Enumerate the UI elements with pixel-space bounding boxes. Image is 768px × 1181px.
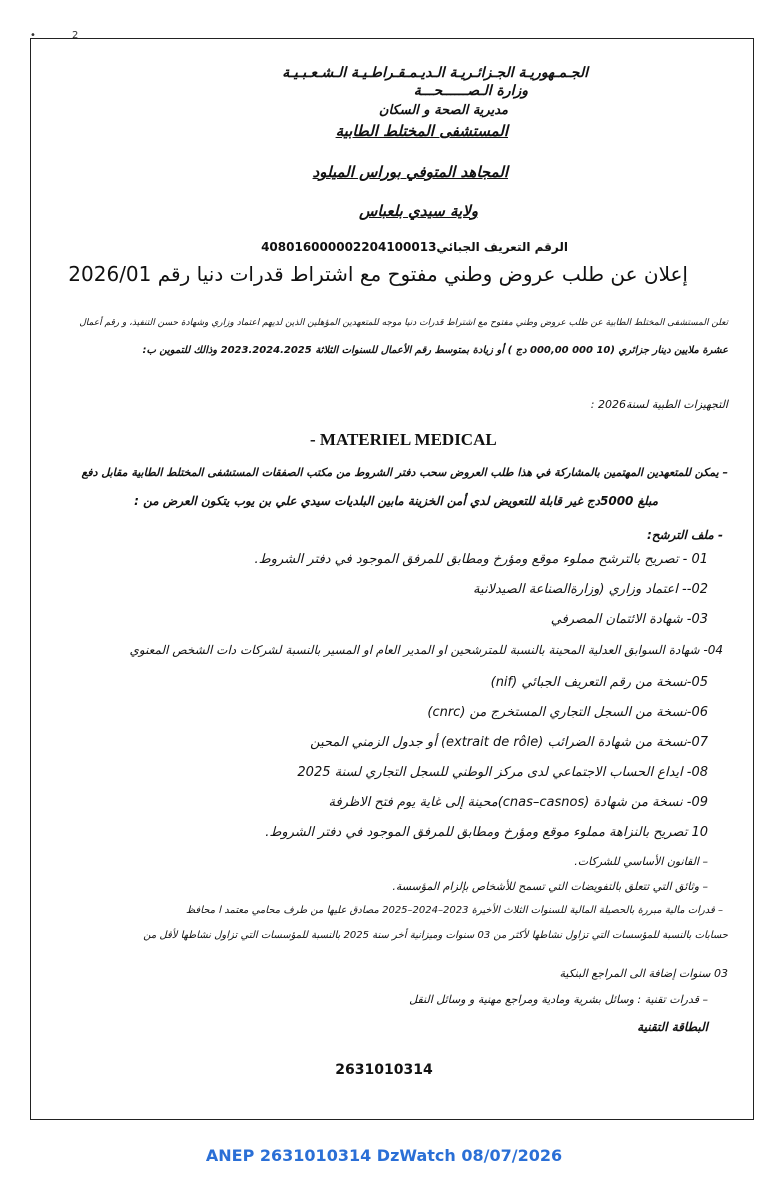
list-item: 09- نسخة من شهادة (cnas–casnos)محينة إلى غاية يوم فتح الاظرفة (328, 795, 708, 810)
list-item: 04- شهادة السوابق العدلية المحينة بالنسبة للمترشحين او المدير العام او المسير بالنسبة لشركات دات الشخص المعنوي (129, 643, 723, 657)
bullet-item: – وثائق التي تتعلق بالتفويضات التي تسمح للأشخاص بإلزام المؤسسة. (392, 880, 708, 893)
corner-mark-left: • (30, 30, 36, 41)
section-title: - MATERIEL MEDICAL (310, 430, 497, 449)
republic-name: الجـمـهوريـة الجـزائـريـة الـديـمـقـراطـيـة الـشـعـبـيـة (282, 65, 588, 81)
list-item: 07-نسخة من شهادة الضرائب (extrait de rôle) أو جدول الزمني المحين (310, 735, 708, 750)
bullet-item: – قدرات مالية مبررة بالحصيلة المالية للسنوات الثلاث الأخيرة 2023–2024–2025 مصادق عليها من طرف محامي معتمد ا محافظ (185, 905, 723, 916)
list-item: 10 تصريح بالنزاهة مملوء موقع ومؤرخ ومطابق للمرفق الموجود في دفتر الشروط. (265, 825, 708, 840)
list-item: 01 - تصريح بالترشح مملوء موقع ومؤرخ ومطابق للمرفق الموجود في دفتر الشروط. (254, 552, 708, 567)
directorate-name: مديرية الصحة و السكان (378, 103, 508, 118)
hospital-name: المستشفى المختلط الطابية (335, 122, 508, 140)
bullet-item: – قدرات تقنية : وسائل بشرية ومادية ومراجع مهنية و وسائل النقل (409, 993, 708, 1006)
footer-source: ANEP 2631010314 DzWatch 08/07/2026 (205, 1146, 563, 1165)
reference-number: 2631010314 (335, 1062, 433, 1078)
equipment-line: التجهيزات الطبية لسنة2026 : (590, 398, 728, 411)
technical-card: البطاقة التقنية (637, 1020, 708, 1034)
list-item: 02-- اعتماد وزاري (وزارةالصناعة الصيدلانية (473, 582, 708, 597)
para1-line-1: – يمكن للمتعهدين المهتمين بالمشاركة في هذا طلب العروض سحب دفتر الشروط من مكتب الصفقات المستشفى المختلط الطابية مقابل دفع (81, 466, 728, 479)
bullet-item: 03 سنوات إضافة الى المراجع البنكية (559, 967, 728, 980)
intro-line-2: عشرة ملايين دينار جزائري (10 000 000,00 دج ) أو زيادة بمتوسط رقم الأعمال للسنوات الثلاثة 2023.2024.2025 وذالك للتموين ب: (142, 345, 728, 356)
list-item: 03- شهادة الائتمان المصرفي (550, 612, 708, 627)
bullet-item: – القانون الأساسي للشركات. (574, 855, 708, 868)
ministry-name: وزارة الـصــــــحـــة (413, 83, 528, 99)
para1-line-2: مبلغ 5000دج غير قابلة للتعويض لدي أمن الخزينة مابين البلديات سيدي علي بن يوب يتكون العرض من : (134, 494, 658, 508)
wilaya-name: ولاية سيدي بلعباس (359, 202, 478, 220)
bullet-item: حسابات بالنسبة للمؤسسات التي تزاول نشاطها لأكثر من 03 سنوات وميزانية أخر سنة 2025 بالنسبة للمؤسسات التي تزاول نشاطها لأقل من (143, 930, 728, 941)
hospital-named-after: المجاهد المتوفي بوراس الميلود (312, 163, 508, 181)
document-frame (30, 38, 754, 1120)
dossier-title: - ملف الترشح: (647, 528, 723, 542)
list-item: 08- ايداع الحساب الاجتماعي لدى مركز الوطني للسجل التجاري لسنة 2025 (297, 765, 708, 780)
corner-mark-right: 2 (72, 30, 79, 41)
tax-id: الرقم التعريف الجبائي408016000002204100013 (261, 240, 568, 254)
announcement-title: إعلان عن طلب عروض وطني مفتوح مع اشتراط قدرات دنيا رقم 2026/01 (68, 262, 688, 286)
list-item: 05-نسخة من رقم التعريف الجبائي (nif) (490, 675, 708, 690)
intro-line-1: تعلن المستشفى المختلط الطابية عن طلب عروض وطني مفتوح مع اشتراط قدرات دنيا موجه للمتعهدين المؤهلين الذين لديهم اعتماد وزاري وشهادة حسن التنفيذ، و رقم أعمال (79, 318, 728, 328)
list-item: 06-نسخة من السجل التجاري المستخرج من (cnrc) (427, 705, 708, 720)
